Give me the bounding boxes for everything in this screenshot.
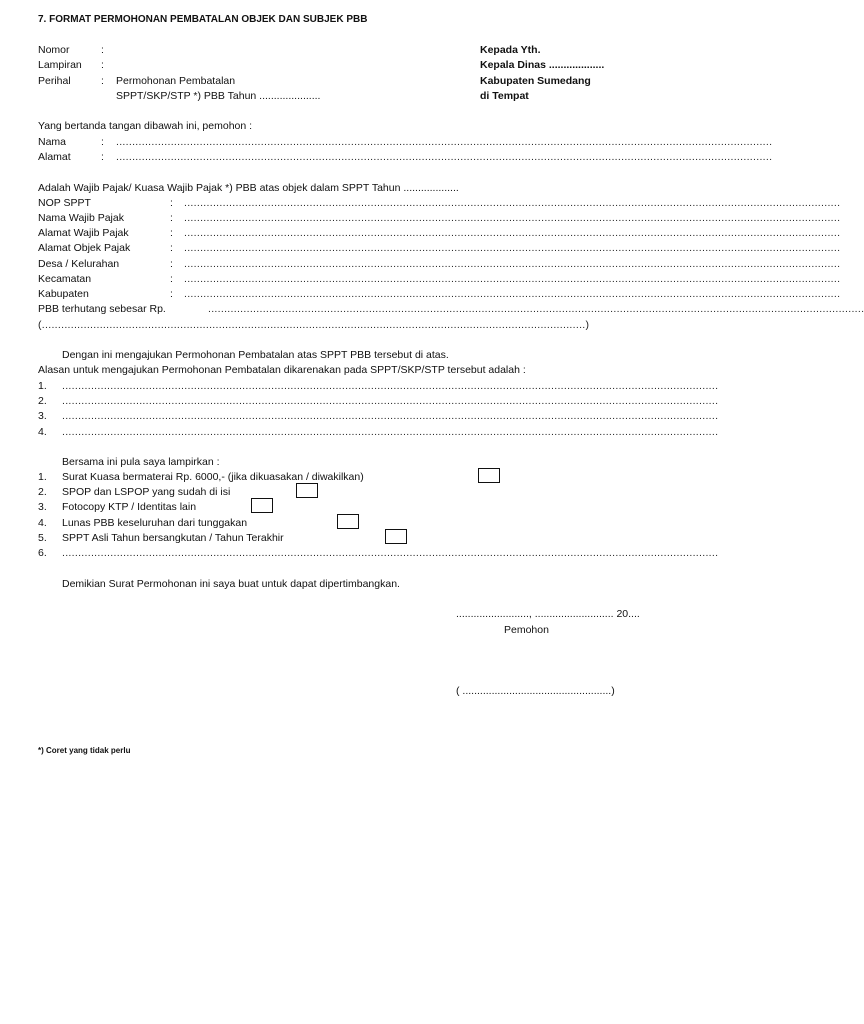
taxpayer-field-label: NOP SPPT: [38, 197, 91, 209]
perihal-label: Perihal: [38, 75, 71, 87]
nomor-colon: :: [101, 44, 104, 56]
addressee-line-4: di Tempat: [480, 90, 529, 102]
attachment-number: 6.: [38, 547, 47, 559]
attachment-number: 5.: [38, 532, 47, 544]
perihal-line-1: Permohonan Pembatalan: [116, 75, 236, 87]
perihal-line-2: SPPT/SKP/STP *) PBB Tahun .....................: [116, 90, 321, 102]
taxpayer-field-colon: :: [170, 227, 173, 239]
desa-kelurahan-field[interactable]: ............................................................................................................................................................................................................: [184, 258, 841, 270]
taxpayer-field-label: Alamat Wajib Pajak: [38, 227, 129, 239]
attachment-checkbox[interactable]: [296, 483, 318, 498]
reason-field[interactable]: ............................................................................................................................................................................................................: [62, 410, 719, 422]
reasons-intro-2: Alasan untuk mengajukan Permohonan Pembatalan dikarenakan pada SPPT/SKP/STP tersebut adalah :: [38, 364, 526, 376]
attachment-label: Surat Kuasa bermaterai Rp. 6000,- (jika dikuasakan / diwakilkan): [62, 471, 364, 483]
attachment-checkbox[interactable]: [337, 514, 359, 529]
nama-colon: :: [101, 136, 104, 148]
attachment-label: Lunas PBB keseluruhan dari tunggakan: [62, 517, 248, 529]
signature-role: Pemohon: [504, 624, 549, 636]
attachment-checkbox[interactable]: [251, 498, 273, 513]
attachments-intro: Bersama ini pula saya lampirkan :: [62, 456, 220, 468]
alamat-objek-pajak-field[interactable]: ............................................................................................................................................................................................................: [184, 242, 841, 254]
nop-sppt-field[interactable]: ............................................................................................................................................................................................................: [184, 197, 841, 209]
reason-number: 3.: [38, 410, 47, 422]
taxpayer-field-label: Desa / Kelurahan: [38, 258, 120, 270]
taxpayer-field-colon: :: [170, 212, 173, 224]
nomor-label: Nomor: [38, 44, 70, 56]
alamat-field[interactable]: ............................................................................................................................................................................................................: [116, 151, 773, 163]
lampiran-label: Lampiran: [38, 59, 82, 71]
attachment-number: 1.: [38, 471, 47, 483]
lampiran-colon: :: [101, 59, 104, 71]
closing-statement: Demikian Surat Permohonan ini saya buat untuk dapat dipertimbangkan.: [62, 578, 400, 590]
attachment-number: 2.: [38, 486, 47, 498]
addressee-line-2: Kepala Dinas ...................: [480, 59, 605, 71]
attachment-number: 4.: [38, 517, 47, 529]
taxpayer-field-colon: :: [170, 242, 173, 254]
reason-number: 4.: [38, 426, 47, 438]
perihal-colon: :: [101, 75, 104, 87]
place-date-field[interactable]: ........................., ........................... 20....: [456, 608, 640, 620]
addressee-line-3: Kabupaten Sumedang: [480, 75, 591, 87]
reason-field[interactable]: ............................................................................................................................................................................................................: [62, 426, 719, 438]
reason-number: 2.: [38, 395, 47, 407]
kecamatan-field[interactable]: ............................................................................................................................................................................................................: [184, 273, 841, 285]
attachment-label: Fotocopy KTP / Identitas lain: [62, 501, 197, 513]
debt-amount-field[interactable]: ............................................................................................................................................................................................................: [208, 303, 864, 315]
kabupaten-field[interactable]: ............................................................................................................................................................................................................: [184, 288, 841, 300]
reasons-intro-1: Dengan ini mengajukan Permohonan Pembatalan atas SPPT PBB tersebut di atas.: [62, 349, 449, 361]
reason-field[interactable]: ............................................................................................................................................................................................................: [62, 395, 719, 407]
taxpayer-field-colon: :: [170, 197, 173, 209]
alamat-wajib-pajak-field[interactable]: ............................................................................................................................................................................................................: [184, 227, 841, 239]
nama-label: Nama: [38, 136, 67, 148]
attachment-checkbox[interactable]: [478, 468, 500, 483]
alamat-label: Alamat: [38, 151, 71, 163]
attachment-label: SPOP dan LSPOP yang sudah di isi: [62, 486, 231, 498]
taxpayer-intro: Adalah Wajib Pajak/ Kuasa Wajib Pajak *) PBB atas objek dalam SPPT Tahun ...................: [38, 182, 459, 194]
debt-words-field[interactable]: (.........................................................................................................................................................................): [38, 319, 590, 331]
page-title: 7. FORMAT PERMOHONAN PEMBATALAN OBJEK DAN SUBJEK PBB: [38, 14, 368, 25]
attachment-other-field[interactable]: ............................................................................................................................................................................................................: [62, 547, 719, 559]
debt-label: PBB terhutang sebesar Rp.: [38, 303, 166, 315]
taxpayer-field-colon: :: [170, 273, 173, 285]
footnote: *) Coret yang tidak perlu: [38, 746, 131, 755]
taxpayer-field-label: Nama Wajib Pajak: [38, 212, 124, 224]
taxpayer-field-colon: :: [170, 258, 173, 270]
attachment-checkbox[interactable]: [385, 529, 407, 544]
taxpayer-field-label: Kecamatan: [38, 273, 92, 285]
reason-field[interactable]: ............................................................................................................................................................................................................: [62, 380, 719, 392]
applicant-intro: Yang bertanda tangan dibawah ini, pemohon :: [38, 120, 253, 132]
signature-name-field[interactable]: ( ...................................................): [456, 685, 615, 697]
taxpayer-field-colon: :: [170, 288, 173, 300]
nama-wajib-pajak-field[interactable]: ............................................................................................................................................................................................................: [184, 212, 841, 224]
alamat-colon: :: [101, 151, 104, 163]
taxpayer-field-label: Kabupaten: [38, 288, 89, 300]
attachment-number: 3.: [38, 501, 47, 513]
attachment-label: SPPT Asli Tahun bersangkutan / Tahun Terakhir: [62, 532, 284, 544]
taxpayer-field-label: Alamat Objek Pajak: [38, 242, 131, 254]
reason-number: 1.: [38, 380, 47, 392]
nama-field[interactable]: ............................................................................................................................................................................................................: [116, 136, 773, 148]
addressee-line-1: Kepada Yth.: [480, 44, 541, 56]
